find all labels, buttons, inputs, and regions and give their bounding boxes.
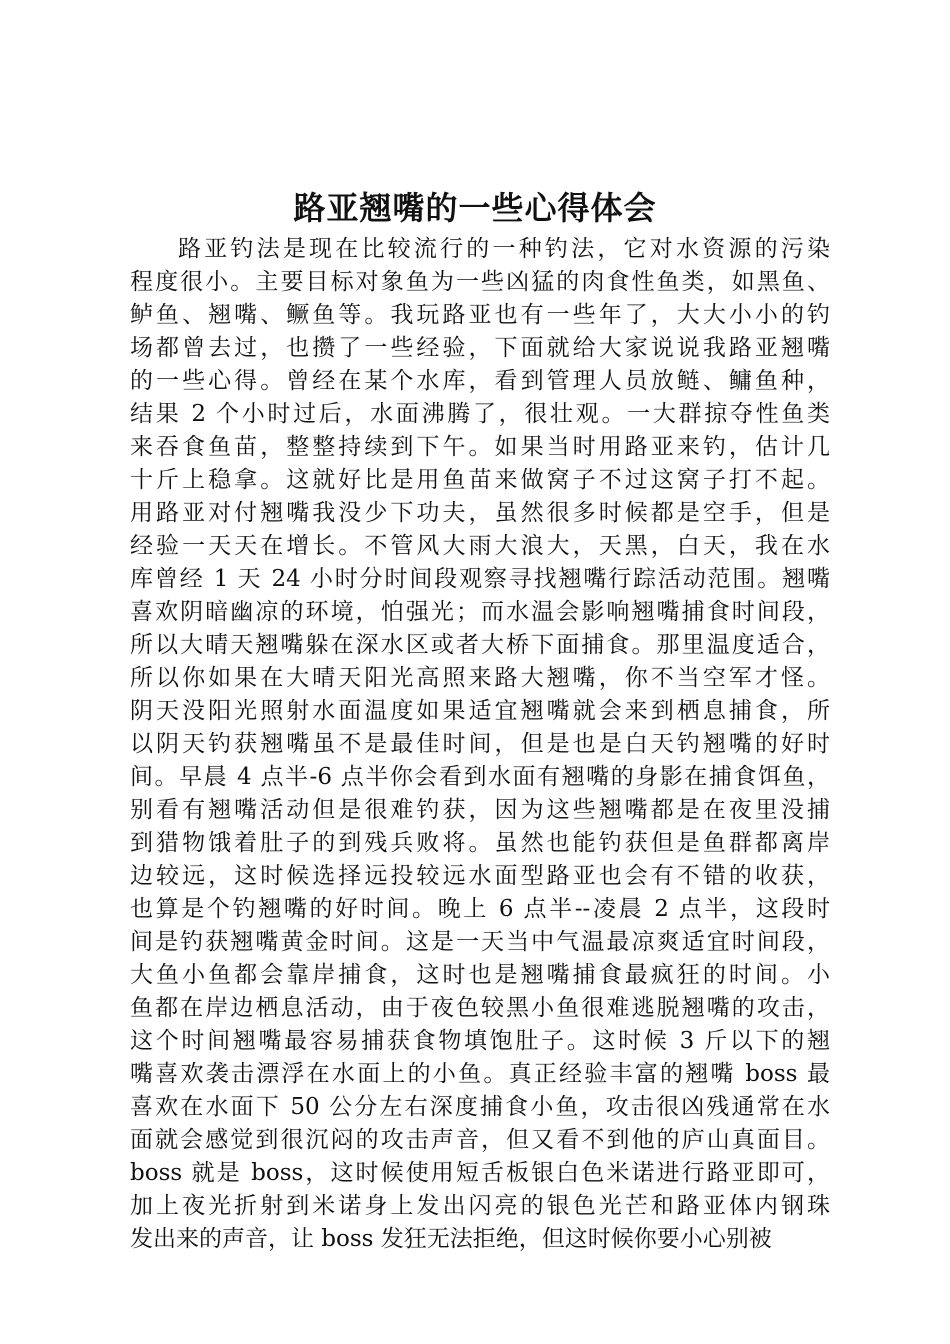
body-line: 喜欢在水面下 50 公分左右深度捕食小鱼，攻击很凶残通常在水 [130,1094,830,1120]
body-line: 大鱼小鱼都会靠岸捕食，这时也是翘嘴捕食最疯狂的时间。小 [130,962,830,988]
body-line: 间。早晨 4 点半-6 点半你会看到水面有翘嘴的身影在捕食饵鱼， [130,764,830,790]
body-line: 阴天没阳光照射水面温度如果适宜翘嘴就会来到栖息捕食，所 [130,698,830,724]
body-line: 喜欢阴暗幽凉的环境，怕强光；而水温会影响翘嘴捕食时间段， [130,599,830,625]
body-line: 经验一天天在增长。不管风大雨大浪大，天黑，白天，我在水 [130,533,830,559]
document-title: 路亚翘嘴的一些心得体会 [293,189,657,227]
body-line: 程度很小。主要目标对象鱼为一些凶猛的肉食性鱼类，如黑鱼、 [130,269,830,295]
body-line: 库曾经 1 天 24 小时分时间段观察寻找翘嘴行踪活动范围。翘嘴 [130,566,830,592]
body-line: 的一些心得。曾经在某个水库，看到管理人员放鲢、鳙鱼种， [130,368,830,394]
body-line: 所以你如果在大晴天阳光高照来路大翘嘴，你不当空军才怪。 [130,665,830,691]
body-line: 发出来的声音，让 boss 发狂无法拒绝，但这时候你要小心别被 [130,1226,772,1252]
body-line: boss 就是 boss，这时候使用短舌板银白色米诺进行路亚即可， [130,1160,830,1186]
body-line: 来吞食鱼苗，整整持续到下午。如果当时用路亚来钓，估计几 [130,434,830,460]
document-body [130,233,830,1256]
body-line: 也算是个钓翘嘴的好时间。晚上 6 点半--凌晨 2 点半，这段时 [130,896,830,922]
body-line: 嘴喜欢袭击漂浮在水面上的小鱼。真正经验丰富的翘嘴 boss 最 [130,1061,830,1087]
body-line: 所以大晴天翘嘴躲在深水区或者大桥下面捕食。那里温度适合， [130,632,830,658]
body-line: 间是钓获翘嘴黄金时间。这是一天当中气温最凉爽适宜时间段， [130,929,830,955]
body-line: 这个时间翘嘴最容易捕获食物填饱肚子。这时候 3 斤以下的翘 [130,1028,830,1054]
body-line: 鲈鱼、翘嘴、鳜鱼等。我玩路亚也有一些年了，大大小小的钓 [130,302,830,328]
body-line: 结果 2 个小时过后，水面沸腾了，很壮观。一大群掠夺性鱼类 [130,401,830,427]
body-line: 十斤上稳拿。这就好比是用鱼苗来做窝子不过这窝子打不起。 [130,467,830,493]
body-line: 鱼都在岸边栖息活动，由于夜色较黑小鱼很难逃脱翘嘴的攻击， [130,995,830,1021]
body-line: 面就会感觉到很沉闷的攻击声音，但又看不到他的庐山真面目。 [130,1127,830,1153]
body-line: 边较远，这时候选择远投较远水面型路亚也会有不错的收获， [130,863,830,889]
body-line: 到猎物饿着肚子的到残兵败将。虽然也能钓获但是鱼群都离岸 [130,830,830,856]
body-line: 场都曾去过，也攒了一些经验，下面就给大家说说我路亚翘嘴 [130,335,830,361]
body-line: 别看有翘嘴活动但是很难钓获，因为这些翘嘴都是在夜里没捕 [130,797,830,823]
body-line: 以阴天钓获翘嘴虽不是最佳时间，但是也是白天钓翘嘴的好时 [130,731,830,757]
body-line: 路亚钓法是现在比较流行的一种钓法，它对水资源的污染 [178,236,830,262]
body-line: 加上夜光折射到米诺身上发出闪亮的银色光芒和路亚体内钢珠 [130,1193,830,1219]
body-line: 用路亚对付翘嘴我没少下功夫，虽然很多时候都是空手，但是 [130,500,830,526]
